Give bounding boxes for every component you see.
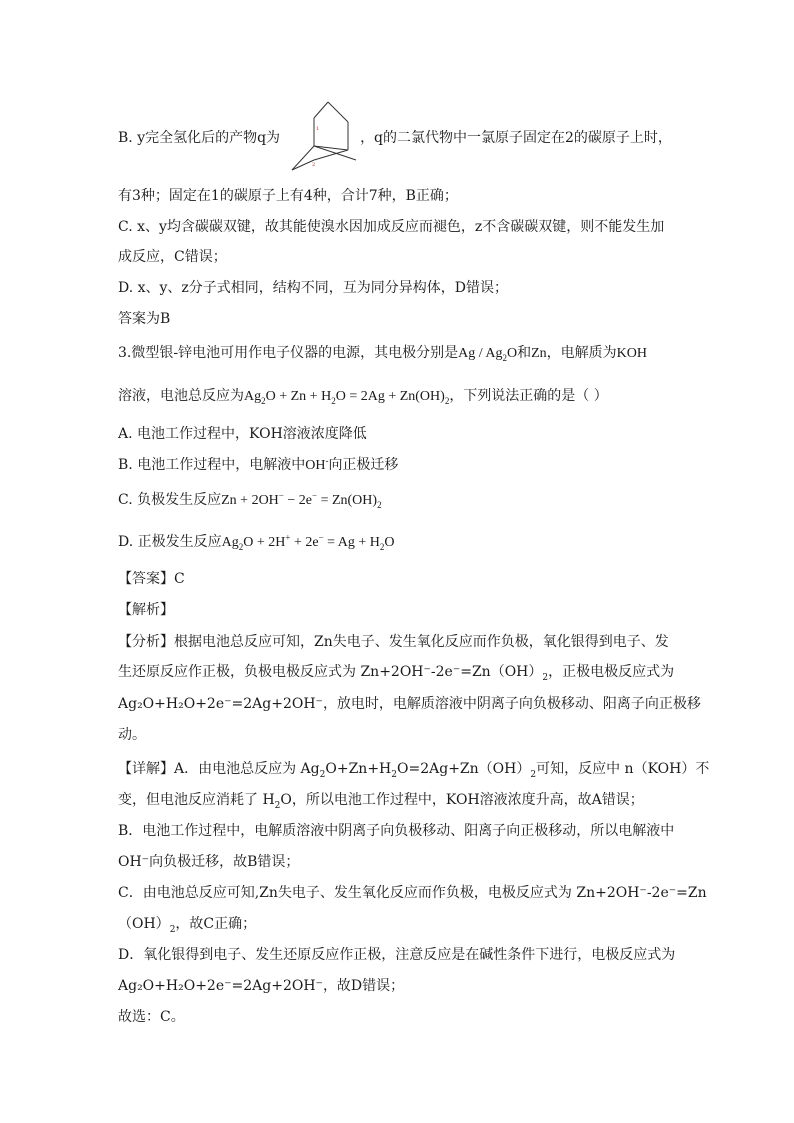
positive-equation-text-2: Ag₂O+H₂O+2e⁻=2Ag+2OH⁻: [118, 978, 323, 994]
carbon-label-1: 1: [316, 126, 320, 132]
positive-equation-text: Ag₂O+H₂O+2e⁻=2Ag+2OH⁻: [118, 696, 323, 712]
total-reaction-equation: $Ag_2O + Zn + H_2O = 2Ag + Zn(OH)_2$: [244, 389, 450, 406]
xiangjie-b-line1: B．电池工作过程中，电解质溶液中阴离子向负极移动、阳离子向正极移动，所以电解液中: [118, 823, 675, 839]
option-c-line1: C. x、y均含碳碳双键，故其能使溴水因加成反应而褪色，z不含碳碳双键，则不能发生加: [118, 219, 665, 235]
option-b-post: ，q的二氯代物中一氯原子固定在2的碳原子上时，: [360, 130, 672, 146]
xiangjie-a-line1: 【详解】A．由电池总反应为 $Ag_2O+Zn+H_2O=2Ag+Zn(OH)_2$可知，反应中 n（KOH）不: [118, 761, 710, 780]
answer-label: 【答案】C: [118, 571, 185, 587]
carbon-label-2: 2: [312, 162, 316, 168]
xiangjie-d-line2: Ag₂O+H₂O+2e⁻=2Ag+2OH⁻，故D错误；: [118, 978, 405, 994]
xiangjie-b-line2: OH⁻向负极迁移，故B错误；: [118, 854, 300, 870]
xiangjie-c-line2: $(OH)_2$，故C正确；: [118, 916, 257, 935]
negative-electrode-equation: $Zn + 2OH^- - 2e^- = Zn(OH)_2$: [221, 490, 382, 510]
option-d-line: D. x、y、z分子式相同，结构不同，互为同分异构体，D错误；: [118, 280, 509, 296]
fenxi-line2: 生还原反应作正极，负极电极反应式为 $Zn+2OH^--2e^-=Zn(OH)_2$，正极电极反应式为: [118, 664, 675, 683]
xiangjie-d-line1: D．氧化银得到电子、发生还原反应作正极，注意反应是在碱性条件下进行，电极反应式为: [118, 947, 676, 963]
fenxi-line1: 【分析】根据电池总反应可知，Zn失电子、发生氧化反应而作负极，氧化银得到电子、发: [118, 634, 669, 650]
fenxi-line3: Ag₂O+H₂O+2e⁻=2Ag+2OH⁻，放电时，电解质溶液中阴离子向负极移动、阳离子向正极移: [118, 696, 701, 712]
q3-option-a: A. 电池工作过程中，KOH溶液浓度降低: [118, 426, 367, 442]
q3-option-b: B. 电池工作过程中，电解液中OH-向正极迁移: [118, 455, 399, 473]
q3-stem-line2: 溶液，电池总反应为$Ag_2O + Zn + H_2O = 2Ag + Zn(OH)_2$，下列说法正确的是（ ）: [118, 388, 608, 406]
answer-prev: 答案为B: [118, 311, 171, 327]
xiangjie-c-line1: C．由电池总反应可知,Zn失电子、发生氧化反应而作负极，电极反应式为 Zn+2OH⁻-2e⁻=Zn: [118, 885, 707, 901]
option-b-pre: B. y完全氢化后的产物q为: [118, 130, 281, 146]
positive-electrode-equation: $Ag_2O + 2H^+ + 2e^- = Ag + H_2O$: [221, 532, 395, 552]
q3-option-c: C. 负极发生反应$Zn + 2OH^- - 2e^- = Zn(OH)_2$: [118, 490, 382, 510]
xiangjie-a-line2: 变，但电池反应消耗了 $H_2O$，所以电池工作过程中，KOH溶液浓度升高，故A错误；: [118, 792, 644, 811]
q3-option-d: D. 正极发生反应$Ag_2O + 2H^+ + 2e^- = Ag + H_2O$: [118, 532, 395, 552]
conclusion: 故选：C。: [118, 1009, 185, 1025]
q3-stem-line1: 3.微型银-锌电池可用作电子仪器的电源，其电极分别是Ag / $Ag_2O$和Zn，电解质为KOH: [118, 345, 647, 363]
option-b-line2: 有3种；固定在1的碳原子上有4种，合计7种，B正确；: [118, 188, 458, 204]
analysis-label: 【解析】: [118, 602, 174, 618]
option-b-line: [118, 128, 672, 148]
option-c-line2: 成反应，C错误；: [118, 249, 227, 265]
bicyclic-molecule-diagram: [290, 100, 360, 172]
fenxi-line4: 动。: [118, 727, 146, 743]
